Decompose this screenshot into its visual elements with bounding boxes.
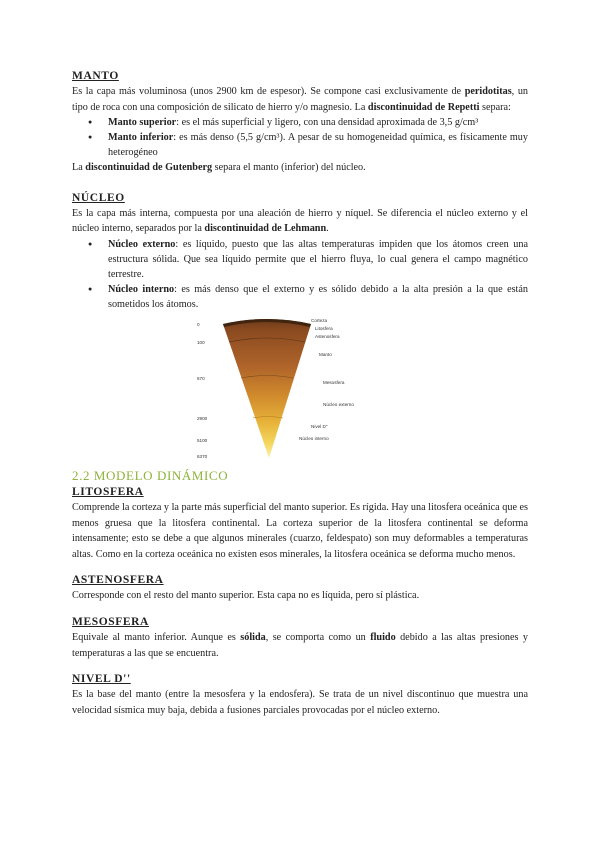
document-page (72, 68, 528, 718)
astenosfera-text: Corresponde con el resto del manto superior. Esta capa no es líquida, pero sí plástica. (72, 590, 420, 602)
nucleo-heading: NÚCLEO (72, 191, 125, 204)
nivel-d-heading: NIVEL D'' (72, 673, 131, 686)
earth-wedge-diagram (195, 316, 405, 462)
manto-intro-text-3: separa: (479, 101, 511, 113)
figure-label-left: 6370 (197, 453, 208, 459)
bullet-term: Manto inferior (108, 132, 174, 144)
closing-text-1: La (72, 162, 86, 174)
term-repetti: discontinuidad de Repetti (367, 101, 480, 113)
nucleo-intro-text-1: Es la capa más interna, compuesta por una aleación de hierro y níquel. Se diferencia el núcleo externo y el núcleo interno, separados por la (72, 207, 528, 235)
manto-closing (72, 160, 528, 176)
manto-heading: MANTO (72, 70, 119, 82)
manto-intro-text-1: Es la capa más voluminosa (unos 2900 km de espesor). Se compone casi exclusivamente de (72, 86, 465, 97)
litosfera-heading: LITOSFERA (72, 485, 144, 498)
figure-label-right: Astenosfera (315, 333, 340, 339)
manto-intro (72, 84, 528, 115)
figure-label-right: Nivel D'' (311, 423, 328, 429)
bullet-text: : es más denso que el externo y es sólido debido a la alta presión a la que están sometidos los átomos. (108, 283, 529, 310)
term-solida: sólida (240, 631, 266, 643)
figure-label-right: Corteza (311, 317, 328, 323)
mesosfera-text-3: debido a las altas presiones y temperaturas a las que se encuentra. (72, 631, 529, 659)
term-peridotitas: peridotitas (464, 86, 512, 97)
bullet-text: : es líquido, puesto que las altas temperaturas impiden que los átomos creen una estructura sólida. Que sea líquido permite que el hierro fluya, lo cual genera el campo magnético terrestre. (108, 238, 528, 280)
figure-label-right: Mesosfera (323, 379, 345, 385)
manto-list (72, 115, 528, 160)
list-item (108, 115, 528, 130)
astenosfera-heading: ASTENOSFERA (72, 574, 164, 587)
figure-label-left: 100 (197, 339, 205, 345)
list-item (108, 130, 528, 160)
litosfera-text: Comprende la corteza y la parte más superficial del manto superior. Es rígida. Hay una litosfera oceánica que es menos gruesa que la litosfera continental. La corteza superior de la litosfera continental se deforma intensamente; esto se debe a que algunos minerales (cuarzo, feldespato) son muy deformables a temperaturas altas. Como en la corteza oceánica no existen esos minerales, la litosfera oceánica se deforma mucho menos. (72, 501, 528, 560)
figure-label-right: Manto (319, 351, 332, 357)
earth-layers-figure (72, 316, 528, 462)
bullet-text: : es el más superficial y ligero, con una densidad aproximada de 3,5 g/cm³ (176, 117, 479, 129)
list-item (108, 282, 528, 312)
figure-label-right: Núcleo interno (299, 435, 329, 441)
modelo-dinamico-heading: 2.2 MODELO DINÁMICO (72, 467, 229, 483)
mesosfera-text-2: , se comporta como un (265, 631, 371, 643)
nivel-d-text: Es la base del manto (entre la mesosfera y la endosfera). Se trata de un nivel discontinuo que muestra una velocidad sísmica muy baja, debida a fusiones parciales provocadas por el núcleo externo. (72, 689, 528, 716)
bullet-text: : es más denso (5,5 g/cm³). A pesar de su homogeneidad química, es físicamente muy heterogéneo (108, 132, 528, 159)
nucleo-intro-text-2: . (326, 223, 329, 235)
bullet-term: Núcleo externo (108, 238, 176, 250)
figure-label-right: Litosfera (315, 325, 333, 331)
term-gutenberg: discontinuidad de Gutenberg (85, 162, 213, 174)
closing-text-2: separa el manto (inferior) del núcleo. (212, 162, 366, 174)
figure-label-left: 0 (197, 321, 200, 327)
figure-label-right: Núcleo externo (323, 401, 354, 407)
wedge-shape (223, 319, 311, 458)
term-lehmann: discontinuidad de Lehmann (204, 223, 327, 235)
bullet-term: Núcleo interno (108, 283, 175, 295)
term-fluido: fluido (370, 631, 396, 643)
figure-label-left: 2900 (197, 415, 208, 421)
mesosfera-text (72, 630, 528, 661)
nucleo-intro (72, 206, 528, 237)
manto-intro-text-2: , un tipo de roca con una composición de silicato de hierro y/o magnesio. La (72, 86, 529, 113)
mesosfera-heading: MESOSFERA (72, 615, 149, 628)
nucleo-list (72, 237, 528, 312)
mesosfera-text-1: Equivale al manto inferior. Aunque es (72, 631, 241, 643)
figure-label-left: 670 (197, 375, 205, 381)
figure-label-left: 5100 (197, 437, 208, 443)
bullet-term: Manto superior (108, 117, 177, 129)
list-item (108, 237, 528, 282)
